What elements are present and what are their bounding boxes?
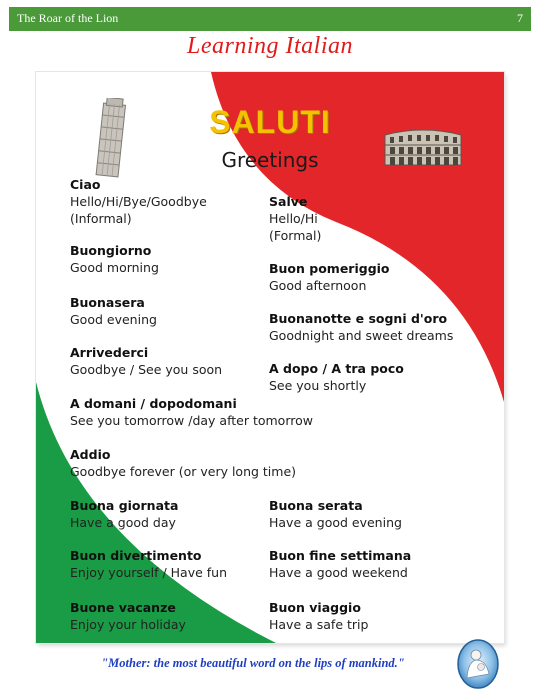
header-bar bbox=[9, 7, 531, 31]
italian-phrase: A dopo / A tra poco bbox=[269, 361, 404, 376]
english-translation: Have a safe trip bbox=[269, 617, 369, 632]
italian-phrase: Salve bbox=[269, 194, 308, 209]
page-title: Learning Italian bbox=[186, 33, 353, 59]
italian-phrase: Buona serata bbox=[269, 498, 363, 513]
greeting-entry bbox=[70, 599, 186, 633]
english-translation-note: (Formal) bbox=[269, 228, 322, 243]
greeting-entry bbox=[70, 547, 227, 581]
italian-phrase: Buonanotte e sogni d'oro bbox=[269, 311, 448, 326]
greeting-entry bbox=[70, 242, 159, 276]
greeting-entry bbox=[70, 446, 296, 480]
greeting-entry bbox=[70, 176, 207, 227]
english-translation: Have a good day bbox=[70, 515, 176, 530]
poster-title: SALUTI bbox=[209, 104, 331, 140]
english-translation: Hello/Hi/Bye/Goodbye bbox=[70, 194, 207, 209]
english-translation: Goodbye forever (or very long time) bbox=[70, 464, 297, 479]
greeting-entry bbox=[269, 193, 321, 244]
italian-phrase: Buongiorno bbox=[70, 243, 152, 258]
english-translation: Have a good evening bbox=[269, 515, 402, 530]
english-translation: See you shortly bbox=[269, 378, 367, 393]
italian-phrase: A domani / dopodomani bbox=[70, 396, 237, 411]
mother-and-child-medallion-icon bbox=[456, 638, 500, 690]
english-translation: Enjoy your holiday bbox=[70, 617, 186, 632]
greeting-entry bbox=[70, 294, 157, 328]
english-translation: Goodbye / See you soon bbox=[70, 362, 223, 377]
italian-phrase: Buone vacanze bbox=[70, 600, 176, 615]
footer-quote: "Mother: the most beautiful word on the lips of mankind." bbox=[101, 656, 405, 670]
english-translation: Have a good weekend bbox=[269, 565, 408, 580]
italian-phrase: Addio bbox=[70, 447, 111, 462]
greeting-entry bbox=[70, 395, 313, 429]
english-translation: Enjoy yourself / Have fun bbox=[70, 565, 228, 580]
english-translation: Good afternoon bbox=[269, 278, 367, 293]
italian-phrase: Buon divertimento bbox=[70, 548, 202, 563]
english-translation: Hello/Hi bbox=[269, 211, 318, 226]
italian-phrase: Arrivederci bbox=[70, 345, 149, 360]
page-number: 7 bbox=[517, 11, 523, 25]
greeting-entry bbox=[269, 547, 411, 581]
english-translation-note: (Informal) bbox=[70, 211, 132, 226]
greeting-entry bbox=[269, 310, 453, 344]
italian-phrase: Buon pomeriggio bbox=[269, 261, 390, 276]
english-translation: Good evening bbox=[70, 312, 157, 327]
english-translation: Goodnight and sweet dreams bbox=[269, 328, 454, 343]
italian-phrase: Buon viaggio bbox=[269, 600, 361, 615]
greeting-entry bbox=[70, 497, 178, 531]
greeting-entry bbox=[70, 344, 222, 378]
greeting-entry bbox=[269, 599, 368, 633]
english-translation: See you tomorrow /day after tomorrow bbox=[70, 413, 313, 428]
header-title: The Roar of the Lion bbox=[17, 11, 119, 25]
greeting-entry bbox=[269, 260, 390, 294]
greeting-entry bbox=[269, 497, 402, 531]
greetings-poster bbox=[36, 72, 504, 643]
greeting-entry bbox=[269, 360, 404, 394]
italian-phrase: Buona giornata bbox=[70, 498, 179, 513]
italian-phrase: Ciao bbox=[70, 177, 101, 192]
italian-phrase: Buon fine settimana bbox=[269, 548, 412, 563]
poster-subtitle: Greetings bbox=[221, 148, 319, 172]
italian-phrase: Buonasera bbox=[70, 295, 145, 310]
colosseum-icon bbox=[383, 127, 463, 167]
english-translation: Good morning bbox=[70, 260, 159, 275]
